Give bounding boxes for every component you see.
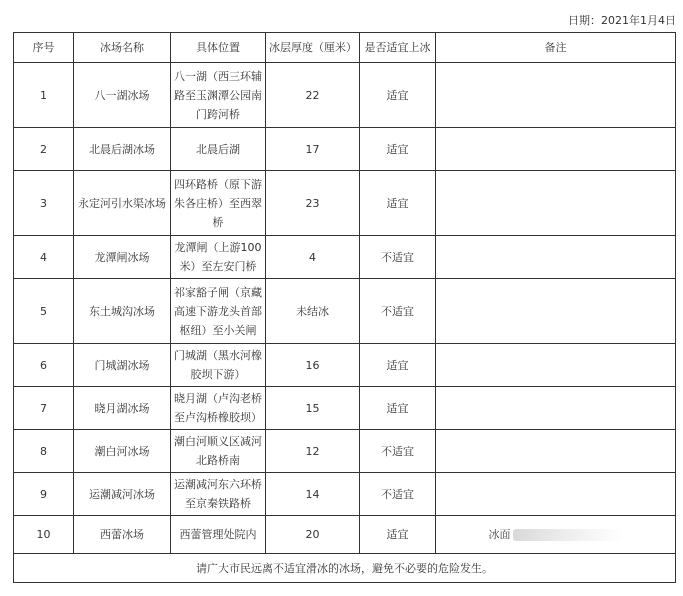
cell-location: 运潮减河东六环桥至京秦铁路桥 — [171, 473, 266, 516]
cell-no: 3 — [14, 171, 74, 236]
cell-name: 晓月湖冰场 — [74, 387, 171, 430]
cell-name: 门城湖冰场 — [74, 344, 171, 387]
cell-note — [436, 387, 676, 430]
cell-suitable: 不适宜 — [360, 473, 436, 516]
table-row — [14, 430, 676, 473]
cell-no: 1 — [14, 63, 74, 128]
cell-location: 晓月湖（卢沟老桥至卢沟桥橡胶坝） — [171, 387, 266, 430]
cell-note — [436, 128, 676, 171]
cell-thickness: 12 — [266, 430, 360, 473]
cell-note — [436, 516, 676, 554]
cell-suitable: 适宜 — [360, 128, 436, 171]
cell-location: 四环路桥（原下游朱各庄桥）至西翠桥 — [171, 171, 266, 236]
cell-thickness: 15 — [266, 387, 360, 430]
cell-suitable: 适宜 — [360, 387, 436, 430]
cell-name: 东土城沟冰场 — [74, 279, 171, 344]
table-row — [14, 171, 676, 236]
cell-suitable: 适宜 — [360, 344, 436, 387]
cell-note — [436, 473, 676, 516]
cell-name: 八一湖冰场 — [74, 63, 171, 128]
cell-note — [436, 236, 676, 279]
cell-note — [436, 430, 676, 473]
cell-location: 龙潭闸（上游100米）至左安门桥 — [171, 236, 266, 279]
note-text: 冰面 — [488, 528, 511, 541]
cell-no: 2 — [14, 128, 74, 171]
cell-suitable: 不适宜 — [360, 430, 436, 473]
cell-suitable: 适宜 — [360, 516, 436, 554]
cell-suitable: 适宜 — [360, 63, 436, 128]
footer-notice: 请广大市民远离不适宜滑冰的冰场，避免不必要的危险发生。 — [14, 554, 676, 583]
cell-note — [436, 171, 676, 236]
date-label: 日期：2021年1月4日 — [568, 14, 676, 27]
ice-rink-table — [13, 32, 676, 583]
table-row — [14, 473, 676, 516]
cell-name: 潮白河冰场 — [74, 430, 171, 473]
cell-no: 5 — [14, 279, 74, 344]
cell-name: 龙潭闸冰场 — [74, 236, 171, 279]
cell-thickness: 17 — [266, 128, 360, 171]
table-row — [14, 128, 676, 171]
table-row — [14, 516, 676, 554]
header-note: 备注 — [436, 33, 676, 63]
cell-note — [436, 344, 676, 387]
cell-location: 门城湖（黑水河橡胶坝下游） — [171, 344, 266, 387]
header-no: 序号 — [14, 33, 74, 63]
cell-thickness: 未结冰 — [266, 279, 360, 344]
header-location: 具体位置 — [171, 33, 266, 63]
header-name: 冰场名称 — [74, 33, 171, 63]
table-row — [14, 387, 676, 430]
cell-location: 潮白河顺义区减河北路桥南 — [171, 430, 266, 473]
table-header-row — [14, 33, 676, 63]
cell-location: 八一湖（西三环辅路至玉渊潭公园南门跨河桥 — [171, 63, 266, 128]
cell-location: 西蕾管理处院内 — [171, 516, 266, 554]
cell-thickness: 20 — [266, 516, 360, 554]
cell-name: 西蕾冰场 — [74, 516, 171, 554]
cell-location: 祁家豁子闸（京藏高速下游龙头首部枢纽）至小关闸 — [171, 279, 266, 344]
blurred-note-overlay — [513, 529, 623, 541]
cell-thickness: 4 — [266, 236, 360, 279]
cell-thickness: 14 — [266, 473, 360, 516]
cell-name: 北晨后湖冰场 — [74, 128, 171, 171]
cell-thickness: 22 — [266, 63, 360, 128]
cell-name: 运潮减河冰场 — [74, 473, 171, 516]
cell-thickness: 23 — [266, 171, 360, 236]
header-thickness: 冰层厚度（厘米） — [266, 33, 360, 63]
cell-no: 8 — [14, 430, 74, 473]
table-row — [14, 63, 676, 128]
cell-no: 7 — [14, 387, 74, 430]
cell-note — [436, 63, 676, 128]
cell-thickness: 16 — [266, 344, 360, 387]
table-row — [14, 344, 676, 387]
cell-no: 10 — [14, 516, 74, 554]
header-suitable: 是否适宜上冰 — [360, 33, 436, 63]
footer-row — [14, 554, 676, 583]
cell-suitable: 不适宜 — [360, 279, 436, 344]
cell-location: 北晨后湖 — [171, 128, 266, 171]
cell-no: 6 — [14, 344, 74, 387]
cell-no: 4 — [14, 236, 74, 279]
cell-no: 9 — [14, 473, 74, 516]
cell-name: 永定河引水渠冰场 — [74, 171, 171, 236]
cell-suitable: 不适宜 — [360, 236, 436, 279]
cell-note — [436, 279, 676, 344]
table-row — [14, 279, 676, 344]
cell-suitable: 适宜 — [360, 171, 436, 236]
table-row — [14, 236, 676, 279]
